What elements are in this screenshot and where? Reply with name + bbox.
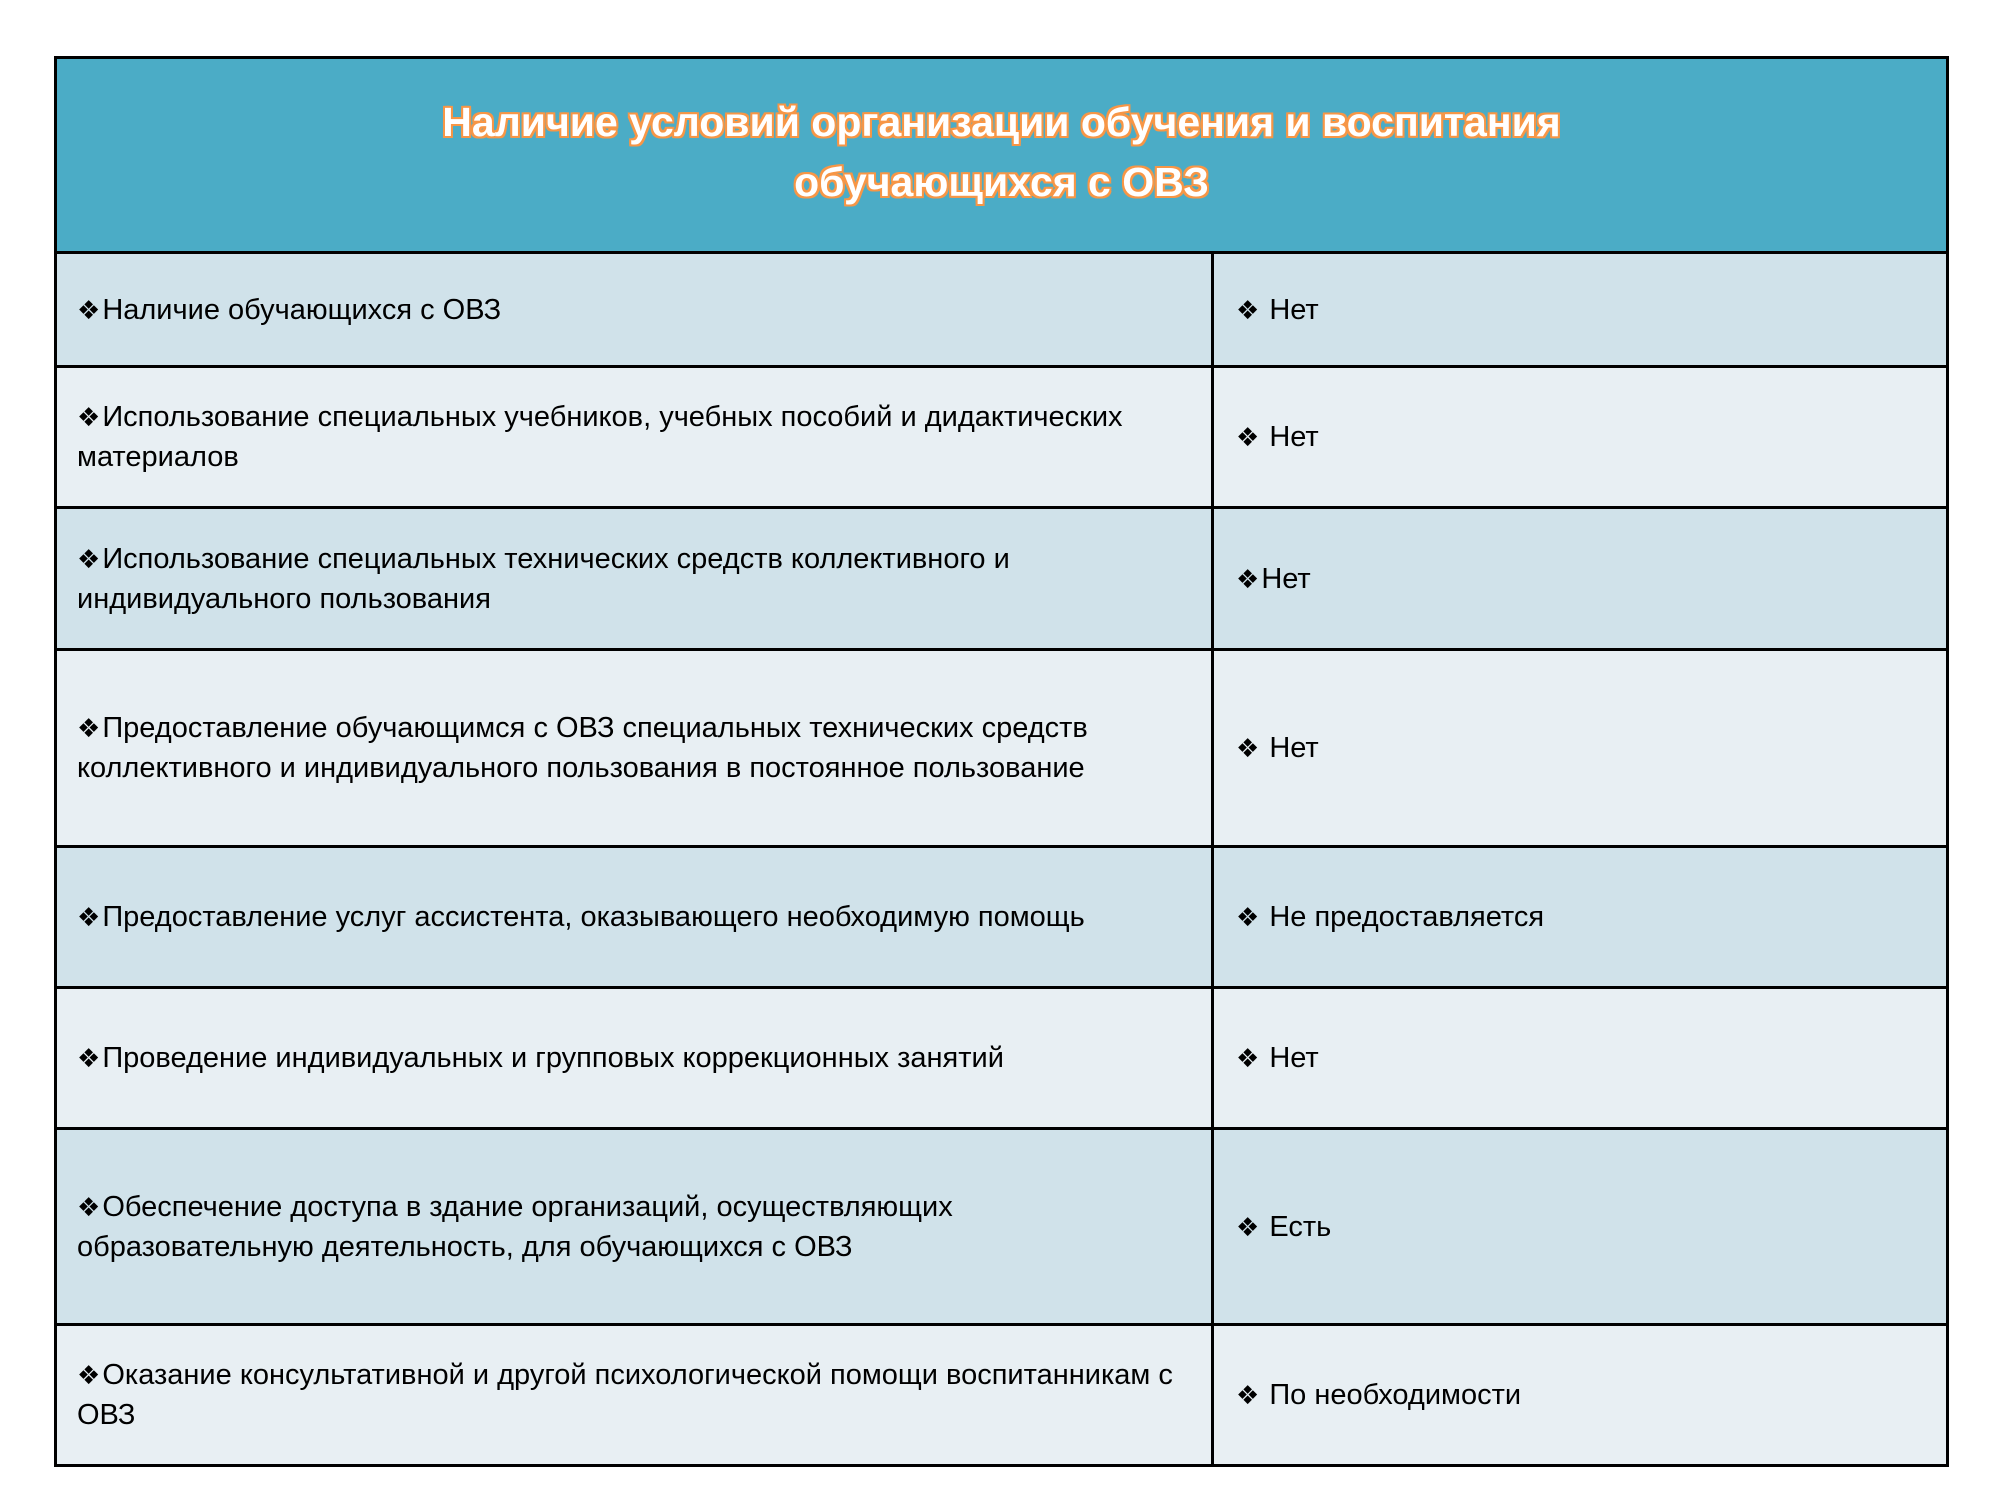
- condition-cell: [56, 508, 1213, 650]
- table-row: [56, 1129, 1948, 1325]
- value-text: По необходимости: [1269, 1379, 1522, 1411]
- condition-text: Наличие обучающихся с ОВЗ: [102, 293, 502, 326]
- value-cell: [1213, 650, 1948, 847]
- bullet-diamond-icon: ❖: [1236, 294, 1260, 325]
- table-row: [56, 367, 1948, 508]
- value-cell: [1213, 988, 1948, 1129]
- value-text: Нет: [1269, 293, 1319, 326]
- page-title: [57, 92, 1946, 212]
- value-cell: [1213, 253, 1948, 367]
- bullet-diamond-icon: ❖: [77, 294, 101, 325]
- condition-text: Оказание консультативной и другой психологической помощи воспитанникам с ОВЗ: [77, 1359, 1173, 1431]
- table-row: [56, 988, 1948, 1129]
- bullet-diamond-icon: ❖: [1236, 422, 1260, 452]
- value-text: Не предоставляется: [1269, 901, 1545, 933]
- bullet-diamond-icon: ❖: [77, 1043, 101, 1073]
- condition-cell: [56, 253, 1213, 367]
- condition-cell: [56, 847, 1213, 988]
- value-cell: [1213, 847, 1948, 988]
- bullet-diamond-icon: ❖: [1236, 1043, 1260, 1073]
- value-text: Нет: [1269, 732, 1319, 764]
- bullet-diamond-icon: ❖: [77, 543, 101, 574]
- condition-text: Проведение индивидуальных и групповых коррекционных занятий: [102, 1042, 1004, 1074]
- bullet-diamond-icon: ❖: [77, 902, 101, 932]
- condition-cell: [56, 988, 1213, 1129]
- table-header-row: [56, 58, 1948, 253]
- conditions-table: [54, 56, 1949, 1467]
- table-row: [56, 253, 1948, 367]
- table-row: [56, 650, 1948, 847]
- table-header-cell: [56, 58, 1948, 253]
- condition-text: Предоставление услуг ассистента, оказывающего необходимую помощь: [102, 901, 1085, 933]
- value-text: Нет: [1269, 421, 1319, 453]
- condition-cell: [56, 367, 1213, 508]
- table-row: [56, 508, 1948, 650]
- table-row: [56, 1325, 1948, 1466]
- condition-cell: [56, 1325, 1213, 1466]
- value-text: Есть: [1269, 1210, 1332, 1243]
- title-line-1: Наличие условий организации обучения и воспитания: [442, 99, 1561, 145]
- bullet-diamond-icon: ❖: [1236, 1211, 1260, 1242]
- bullet-diamond-icon: ❖: [1236, 563, 1260, 594]
- bullet-diamond-icon: ❖: [77, 1191, 101, 1222]
- condition-cell: [56, 1129, 1213, 1325]
- bullet-diamond-icon: ❖: [1236, 733, 1260, 763]
- value-text: Нет: [1269, 1042, 1319, 1074]
- bullet-diamond-icon: ❖: [1236, 902, 1260, 932]
- bullet-diamond-icon: ❖: [77, 1360, 101, 1390]
- value-cell: [1213, 367, 1948, 508]
- condition-text: Использование специальных технических средств коллективного и индивидуального пользования: [77, 542, 1010, 615]
- value-text: Нет: [1261, 562, 1311, 595]
- bullet-diamond-icon: ❖: [77, 713, 101, 743]
- value-cell: [1213, 1129, 1948, 1325]
- condition-text: Предоставление обучающимся с ОВЗ специальных технических средств коллективного и индивидуального пользования в постоянное пользование: [77, 712, 1088, 784]
- value-cell: [1213, 508, 1948, 650]
- title-line-2: обучающихся с ОВЗ: [794, 159, 1209, 205]
- bullet-diamond-icon: ❖: [77, 402, 101, 432]
- condition-text: Использование специальных учебников, учебных пособий и дидактических материалов: [77, 401, 1123, 473]
- condition-text: Обеспечение доступа в здание организаций, осуществляющих образовательную деятельность, для обучающихся с ОВЗ: [77, 1190, 953, 1263]
- table-row: [56, 847, 1948, 988]
- value-cell: [1213, 1325, 1948, 1466]
- condition-cell: [56, 650, 1213, 847]
- bullet-diamond-icon: ❖: [1236, 1380, 1260, 1410]
